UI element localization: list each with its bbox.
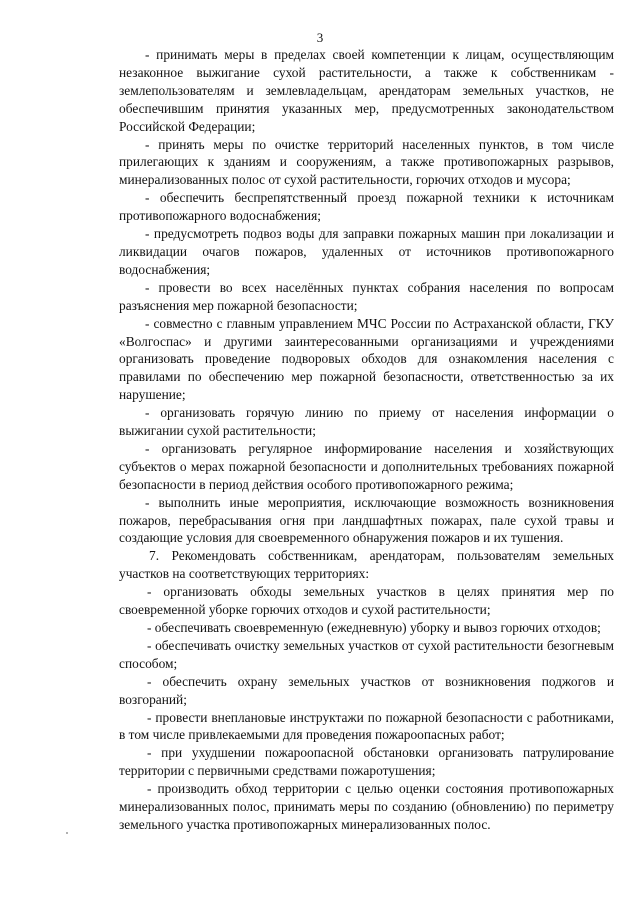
scan-speck	[66, 832, 68, 834]
document-body	[119, 46, 614, 834]
paragraph: - принять меры по очистке территорий населенных пунктов, в том числе прилегающих к зданиям и сооружениям, а также противопожарных разрывов, минерализованных полос от сухой растительности, горючих отходов и мусора;	[119, 136, 614, 188]
item-7-subitem: - обеспечить охрану земельных участков от возникновения поджогов и возгораний;	[119, 673, 614, 707]
item-7-subitem: - обеспечивать своевременную (ежедневную) уборку и вывоз горючих отходов;	[147, 620, 601, 635]
item-7-subitem: - организовать обходы земельных участков в целях принятия мер по своевременной уборке горючих отходов и сухой растительности;	[119, 584, 614, 618]
item-7-subitem: - провести внеплановые инструктажи по пожарной безопасности с работниками, в том числе привлекаемыми для проведения пожароопасных работ;	[119, 709, 614, 743]
item-7-subitem: - производить обход территории с целью оценки состояния противопожарных минерализованных полос, принимать меры по созданию (обновлению) по периметру земельного участка противопожарных минерализованных полос.	[119, 781, 614, 832]
paragraph: - выполнить иные мероприятия, исключающие возможность возникновения пожаров, перебрасывания огня при ландшафтных пожарах, пале сухой травы и создающие условия для своевременного обнаружения пожаров и их тушения.	[119, 494, 614, 546]
item-7-heading: 7. Рекомендовать собственникам, арендаторам, пользователям земельных участков на соответствующих территориях:	[119, 548, 614, 582]
paragraph: - принимать меры в пределах своей компетенции к лицам, осуществляющим незаконное выжигание сухой растительности, а также к собственникам - землепользователям и землевладельцам, арендаторам земельных участков, не обеспечившим принятия указанных мер, предусмотренных законодательством Российской Федерации;	[119, 47, 614, 134]
paragraph: - организовать горячую линию по приему от населения информации о выжигании сухой растительности;	[119, 405, 614, 439]
paragraph: - обеспечить беспрепятственный проезд пожарной техники к источникам противопожарного водоснабжения;	[119, 190, 614, 224]
paragraph: - организовать регулярное информирование населения и хозяйствующих субъектов о мерах пожарной безопасности и дополнительных требованиях пожарной безопасности в период действия особого противопожарного режима;	[119, 440, 614, 492]
paragraph: - совместно с главным управлением МЧС России по Астраханской области, ГКУ «Волгоспас» и другими заинтересованными организациями и учреждениями организовать проведение подворовых обходов для ознакомления населения с правилами по обеспечению мер пожарной безопасности, ответственностью за их нарушение;	[119, 315, 614, 403]
page-number: 3	[316, 30, 324, 45]
item-7-subitem: - при ухудшении пожароопасной обстановки организовать патрулирование территории с первичными средствами пожаротушения;	[119, 745, 614, 779]
item-7-subitem: - обеспечивать очистку земельных участков от сухой растительности безогневым способом;	[119, 637, 614, 671]
paragraph: - предусмотреть подвоз воды для заправки пожарных машин при локализации и ликвидации очагов пожаров, удаленных от источников противопожарного водоснабжения;	[119, 226, 614, 277]
paragraph: - провести во всех населённых пунктах собрания населения по вопросам разъяснения мер пожарной безопасности;	[119, 279, 614, 313]
